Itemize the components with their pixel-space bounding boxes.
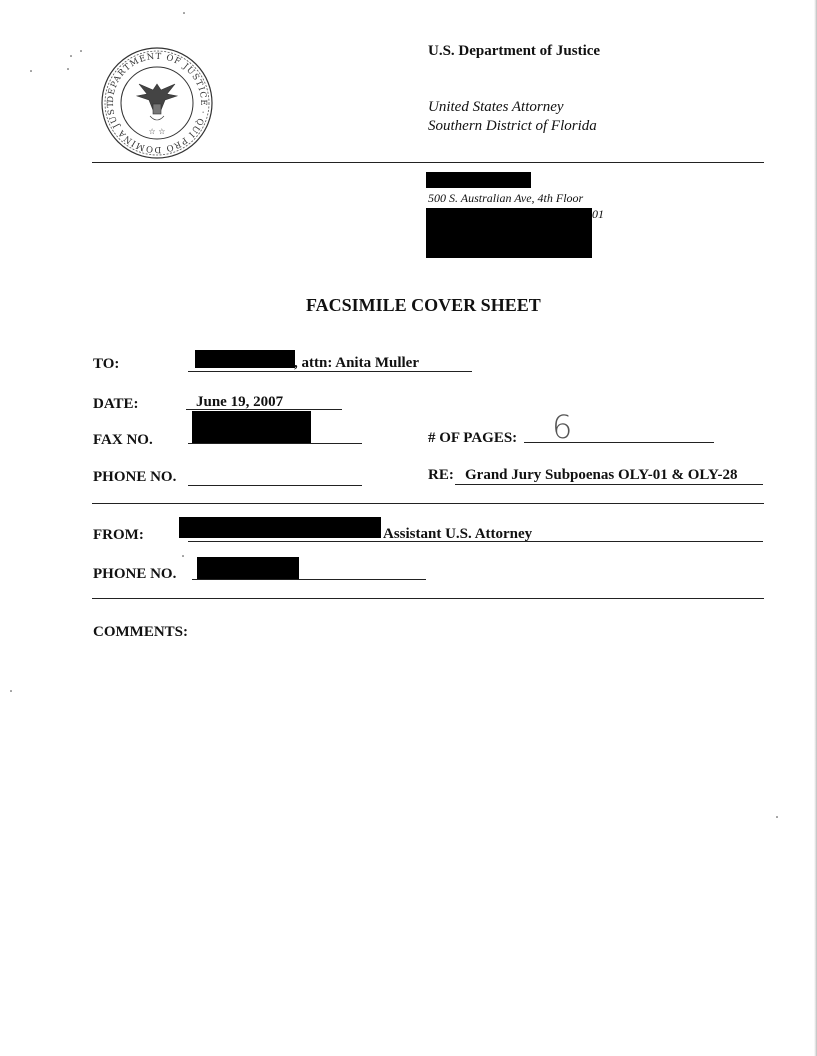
- to-value: , attn: Anita Muller: [294, 355, 419, 371]
- from-value: Assistant U.S. Attorney: [383, 526, 533, 542]
- department-name: U.S. Department of Justice: [428, 43, 601, 59]
- redaction-to-recipient: [195, 350, 295, 368]
- phone-to-label: PHONE NO.: [93, 469, 177, 485]
- redaction-name: [426, 172, 531, 188]
- to-underline: [188, 371, 472, 372]
- doj-seal: [100, 46, 214, 160]
- scan-speck: [776, 816, 778, 818]
- pages-value-handwritten: 6: [552, 408, 573, 446]
- re-underline: [455, 484, 763, 485]
- district-name: Southern District of Florida: [428, 118, 597, 134]
- scan-speck: [182, 555, 184, 557]
- re-label: RE:: [428, 467, 454, 483]
- pages-label: # OF PAGES:: [428, 430, 518, 446]
- office-name: United States Attorney: [428, 99, 564, 115]
- re-value: Grand Jury Subpoenas OLY-01 & OLY-28: [465, 467, 738, 483]
- svg-text:☆ ☆: ☆ ☆: [148, 127, 166, 136]
- scan-speck: [30, 70, 32, 72]
- seal-lettering: DEPARTMENT OF JUSTICE · QUI PRO DOMINA JUST: [105, 51, 209, 155]
- date-label: DATE:: [93, 396, 139, 412]
- scan-speck: [80, 50, 82, 52]
- redaction-from-name: [179, 517, 381, 538]
- seal-icon: [100, 46, 214, 160]
- address-city-partial: 01: [592, 207, 604, 221]
- fax-underline: [188, 443, 362, 444]
- scan-speck: [67, 68, 69, 70]
- date-underline: [186, 409, 342, 410]
- comments-label: COMMENTS:: [93, 624, 188, 640]
- to-label: TO:: [93, 356, 120, 372]
- letterhead-rule: [92, 162, 764, 163]
- redaction-address: [426, 208, 592, 258]
- scan-speck: [183, 12, 185, 14]
- scan-speck: [10, 690, 12, 692]
- phone-from-label: PHONE NO.: [93, 566, 177, 582]
- from-label: FROM:: [93, 527, 144, 543]
- redaction-fax-number: [192, 411, 311, 444]
- address-street: 500 S. Australian Ave, 4th Floor: [428, 191, 584, 205]
- page-title: FACSIMILE COVER SHEET: [306, 295, 541, 315]
- redaction-from-phone: [197, 557, 299, 579]
- scan-speck: [70, 55, 72, 57]
- phone-from-underline: [192, 579, 426, 580]
- section-rule-1: [92, 503, 764, 504]
- date-value: June 19, 2007: [196, 394, 284, 410]
- phone-to-underline: [188, 485, 362, 486]
- from-underline: [188, 541, 763, 542]
- fax-label: FAX NO.: [93, 432, 153, 448]
- section-rule-2: [92, 598, 764, 599]
- pages-underline: [524, 442, 714, 443]
